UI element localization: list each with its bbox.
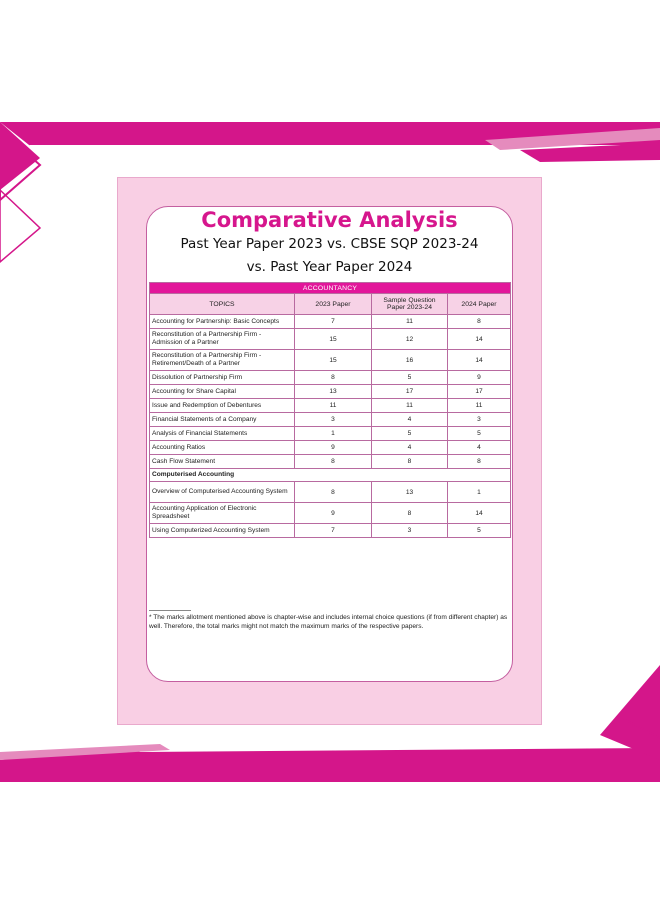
marks-sqp-cell: 11 [372, 399, 448, 413]
topic-cell: Accounting Application of Electronic Spreadsheet [150, 503, 295, 524]
marks-2023-cell: 9 [295, 503, 372, 524]
subtitle-line-1: Past Year Paper 2023 vs. CBSE SQP 2023-24 [180, 236, 479, 252]
table-row [150, 371, 511, 385]
bottom-right-triangle [600, 665, 660, 760]
table-row [150, 385, 511, 399]
marks-2023-cell: 8 [295, 371, 372, 385]
marks-sqp-cell: 13 [372, 482, 448, 503]
marks-sqp-cell: 17 [372, 385, 448, 399]
table-row [150, 427, 511, 441]
marks-sqp-cell: 16 [372, 350, 448, 371]
marks-2023-cell: 7 [295, 524, 372, 538]
subject-header: ACCOUNTANCY [150, 283, 511, 294]
marks-2023-cell: 11 [295, 399, 372, 413]
marks-sqp-cell: 4 [372, 441, 448, 455]
marks-2024-cell: 1 [448, 482, 511, 503]
marks-2024-cell: 8 [448, 455, 511, 469]
footnote: * The marks allotment mentioned above is chapter-wise and includes internal choice questions (if from different chapter) as well. Therefore, the total marks might not match the maximum marks of the respective papers. [149, 614, 508, 630]
topic-cell: Reconstitution of a Partnership Firm - Admission of a Partner [150, 329, 295, 350]
marks-2024-cell: 14 [448, 503, 511, 524]
marks-2024-cell: 14 [448, 329, 511, 350]
table-row [150, 441, 511, 455]
marks-2023-cell: 15 [295, 329, 372, 350]
marks-2023-cell: 8 [295, 455, 372, 469]
topic-cell: Accounting Ratios [150, 441, 295, 455]
table-row [150, 413, 511, 427]
marks-2024-cell: 14 [448, 350, 511, 371]
marks-2024-cell: 8 [448, 315, 511, 329]
topic-cell: Overview of Computerised Accounting System [150, 482, 295, 503]
marks-sqp-cell: 4 [372, 413, 448, 427]
topic-cell: Analysis of Financial Statements [150, 427, 295, 441]
column-header-2024: 2024 Paper [448, 294, 511, 315]
column-header-topics: TOPICS [150, 294, 295, 315]
table-row [150, 315, 511, 329]
marks-sqp-cell: 11 [372, 315, 448, 329]
topic-cell: Reconstitution of a Partnership Firm - Retirement/Death of a Partner [150, 350, 295, 371]
page-title: Comparative Analysis [201, 208, 458, 232]
marks-2024-cell: 11 [448, 399, 511, 413]
table-row [150, 482, 511, 503]
marks-2023-cell: 7 [295, 315, 372, 329]
marks-sqp-cell: 5 [372, 427, 448, 441]
table-row [150, 503, 511, 524]
marks-sqp-cell: 12 [372, 329, 448, 350]
table-row [150, 524, 511, 538]
column-header-sqp: Sample Question Paper 2023-24 [372, 294, 448, 315]
marks-2024-cell: 5 [448, 524, 511, 538]
topic-cell: Using Computerized Accounting System [150, 524, 295, 538]
marks-2023-cell: 3 [295, 413, 372, 427]
table-row [150, 399, 511, 413]
marks-2023-cell: 13 [295, 385, 372, 399]
marks-2024-cell: 4 [448, 441, 511, 455]
topic-cell: Accounting for Share Capital [150, 385, 295, 399]
marks-sqp-cell: 5 [372, 371, 448, 385]
table-row [150, 455, 511, 469]
subtitle-line-2: vs. Past Year Paper 2024 [246, 259, 413, 275]
marks-2024-cell: 17 [448, 385, 511, 399]
topic-cell: Issue and Redemption of Debentures [150, 399, 295, 413]
marks-comparison-table [149, 282, 511, 538]
table-row [150, 329, 511, 350]
marks-sqp-cell: 3 [372, 524, 448, 538]
marks-sqp-cell: 8 [372, 455, 448, 469]
topic-cell: Dissolution of Partnership Firm [150, 371, 295, 385]
marks-2024-cell: 5 [448, 427, 511, 441]
footnote-divider [149, 610, 191, 611]
marks-2024-cell: 9 [448, 371, 511, 385]
column-header-2023: 2023 Paper [295, 294, 372, 315]
section-label: Computerised Accounting [150, 469, 511, 482]
marks-2023-cell: 15 [295, 350, 372, 371]
section-row [150, 469, 511, 482]
topic-cell: Accounting for Partnership: Basic Concepts [150, 315, 295, 329]
topic-cell: Cash Flow Statement [150, 455, 295, 469]
marks-2024-cell: 3 [448, 413, 511, 427]
marks-2023-cell: 8 [295, 482, 372, 503]
marks-2023-cell: 9 [295, 441, 372, 455]
marks-2023-cell: 1 [295, 427, 372, 441]
marks-sqp-cell: 8 [372, 503, 448, 524]
topic-cell: Financial Statements of a Company [150, 413, 295, 427]
table-row [150, 350, 511, 371]
